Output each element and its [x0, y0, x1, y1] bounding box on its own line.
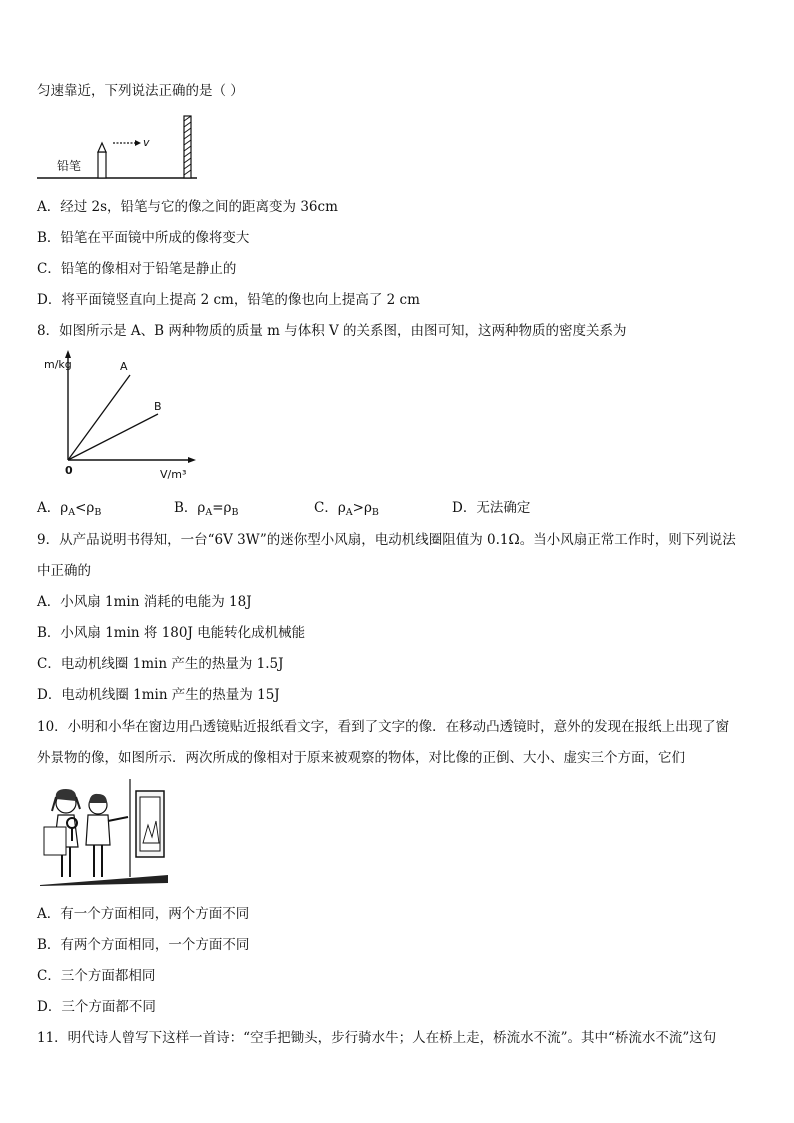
q9-option-d: D．电动机线圈 1min 产生的热量为 15J — [37, 687, 280, 703]
line-a — [68, 375, 130, 460]
q8-option-a: A．$\rho_A<\rho_B$ — [37, 500, 102, 518]
q8-option-c: C．$\rho_A>\rho_B$ — [314, 500, 379, 518]
pencil-icon — [98, 143, 106, 178]
q8-option-d: D．无法确定 — [452, 500, 531, 516]
q7-option-c: C．铅笔的像相对于铅笔是静止的 — [37, 261, 237, 277]
q7-stem-end: 匀速靠近，下列说法正确的是（ ） — [37, 83, 244, 99]
q10-window-lens-illustration — [40, 773, 170, 888]
q11-stem-line1: 11．明代诗人曾写下这样一首诗：“空手把锄头，步行骑水牛；人在桥上走，桥流水不流”。其中“桥流水不流”这句 — [37, 1030, 717, 1046]
q9-stem-line2: 中正确的 — [37, 563, 91, 579]
velocity-label: v — [143, 136, 150, 149]
window-icon — [130, 779, 164, 877]
line-b — [68, 414, 158, 460]
q7-option-d: D．将平面镜竖直向上提高 2 cm，铅笔的像也向上提高了 2 cm — [37, 292, 420, 308]
q10-option-b: B．有两个方面相同，一个方面不同 — [37, 937, 250, 953]
q9-option-b: B．小风扇 1min 将 180J 电能转化成机械能 — [37, 625, 306, 641]
q7-option-a: A．经过 2s，铅笔与它的像之间的距离变为 36cm — [37, 199, 338, 215]
girl-figure — [44, 789, 80, 877]
origin-label: 0 — [65, 464, 73, 477]
q7-pencil-mirror-figure — [37, 112, 207, 182]
q10-option-d: D．三个方面都不同 — [37, 999, 156, 1015]
x-axis-label: V/m³ — [160, 468, 187, 481]
q10-stem-line1: 10．小明和小华在窗边用凸透镜贴近报纸看文字，看到了文字的像．在移动凸透镜时，意外的发现在报纸上出现了窗 — [37, 719, 730, 735]
q10-option-c: C．三个方面都相同 — [37, 968, 156, 984]
q9-option-a: A．小风扇 1min 消耗的电能为 18J — [37, 594, 252, 610]
boy-figure — [86, 794, 128, 877]
y-axis-label: m/kg — [44, 358, 72, 371]
q10-stem-line2: 外景物的像，如图所示．两次所成的像相对于原来被观察的物体，对比像的正倒、大小、虚实三个方面，它们 — [37, 750, 685, 766]
q8-stem: 8．如图所示是 A、B 两种物质的质量 m 与体积 V 的关系图，由图可知，这两种物质的密度关系为 — [37, 323, 627, 339]
q10-option-a: A．有一个方面相同，两个方面不同 — [37, 906, 250, 922]
line-a-label: A — [120, 360, 128, 373]
q8-option-b: B．$\rho_A=\rho_B$ — [174, 500, 239, 518]
line-b-label: B — [154, 400, 162, 413]
q7-option-b: B．铅笔在平面镜中所成的像将变大 — [37, 230, 250, 246]
q9-option-c: C．电动机线圈 1min 产生的热量为 1.5J — [37, 656, 284, 672]
q8-mass-volume-graph — [40, 348, 210, 488]
velocity-arrow-icon — [113, 140, 141, 146]
pencil-label: 铅笔 — [57, 159, 82, 173]
q9-stem-line1: 9．从产品说明书得知，一台“6V 3W”的迷你型小风扇，电动机线圈阻值为 0.1Ω。当小风扇正常工作时，则下列说法 — [37, 532, 736, 548]
plane-mirror — [184, 116, 191, 178]
